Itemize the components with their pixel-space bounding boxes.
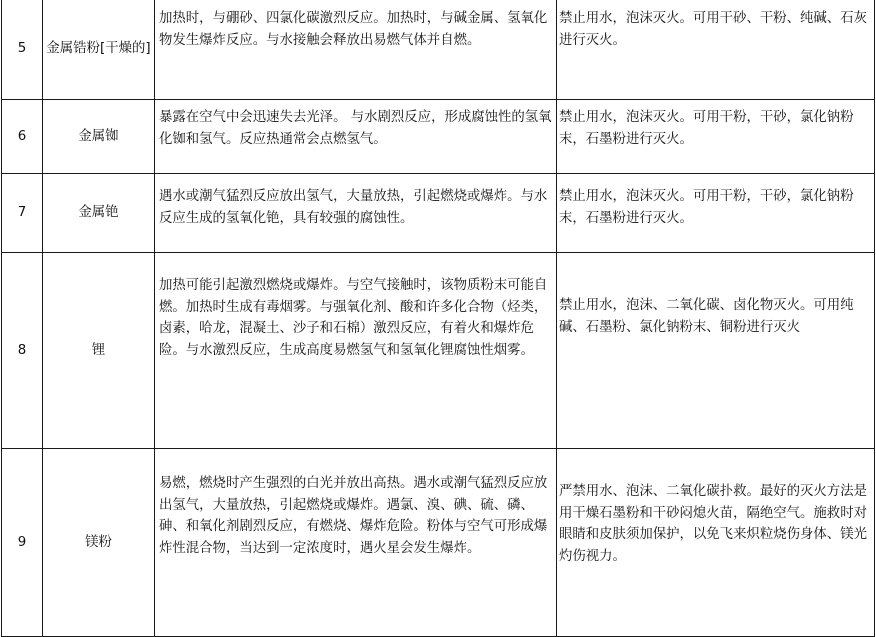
substance-name: 锂 xyxy=(43,253,155,449)
extinguish-method: 严禁用水、泡沫、二氧化碳扑救。最好的灭火方法是用干燥石墨粉和干砂闷熄火苗，隔绝空气。施救时对眼睛和皮肤须加保护，以免飞来炽粒烧伤身体、镁光灼伤视力。 xyxy=(557,449,875,637)
hazard-description: 加热可能引起激烈燃烧或爆炸。与空气接触时，该物质粉末可能自燃。加热时生成有毒烟雾。与强氧化剂、酸和许多化合物（烃类，卤素，哈龙，混凝土、沙子和石棉）激烈反应，有着火和爆炸危险。与水激烈反应，生成高度易燃氢气和氢氧化锂腐蚀性烟雾。 xyxy=(155,253,557,449)
substance-name: 金属锆粉[干燥的] xyxy=(43,0,155,100)
table-row xyxy=(2,253,875,449)
hazard-description: 加热时，与硼砂、四氯化碳激烈反应。加热时，与碱金属、氢氧化物发生爆炸反应。与水接触会释放出易燃气体并自燃。 xyxy=(155,0,557,100)
row-number: 5 xyxy=(2,0,43,100)
hazard-description: 暴露在空气中会迅速失去光泽。 与水剧烈反应，形成腐蚀性的氢氧化铷和氢气。反应热通常会点燃氢气。 xyxy=(155,100,557,174)
extinguish-method: 禁止用水，泡沫灭火。可用干粉，干砂，氯化钠粉末，石墨粉进行灭火。 xyxy=(557,100,875,174)
table-row xyxy=(2,449,875,637)
table-row xyxy=(2,100,875,174)
hazard-table xyxy=(1,0,875,637)
extinguish-method: 禁止用水，泡沫灭火。可用干粉，干砂，氯化钠粉末，石墨粉进行灭火。 xyxy=(557,174,875,253)
table-row xyxy=(2,174,875,253)
extinguish-method: 禁止用水，泡沫灭火。可用干砂、干粉、纯碱、石灰进行灭火。 xyxy=(557,0,875,100)
row-number: 8 xyxy=(2,253,43,449)
row-number: 7 xyxy=(2,174,43,253)
extinguish-method: 禁止用水，泡沫、二氧化碳、卤化物灭火。可用纯碱、石墨粉、氯化钠粉末、铜粉进行灭火 xyxy=(557,253,875,449)
row-number: 9 xyxy=(2,449,43,637)
hazard-description: 易燃，燃烧时产生强烈的白光并放出高热。遇水或潮气猛烈反应放出氢气，大量放热，引起燃烧或爆炸。遇氯、溴、碘、硫、磷、砷、和氧化剂剧烈反应，有燃烧、爆炸危险。粉体与空气可形成爆炸性混合物，当达到一定浓度时，遇火星会发生爆炸。 xyxy=(155,449,557,637)
table-row xyxy=(2,0,875,100)
row-number: 6 xyxy=(2,100,43,174)
substance-name: 镁粉 xyxy=(43,449,155,637)
substance-name: 金属铯 xyxy=(43,174,155,253)
hazard-description: 遇水或潮气猛烈反应放出氢气，大量放热，引起燃烧或爆炸。与水反应生成的氢氧化铯，具有较强的腐蚀性。 xyxy=(155,174,557,253)
substance-name: 金属铷 xyxy=(43,100,155,174)
